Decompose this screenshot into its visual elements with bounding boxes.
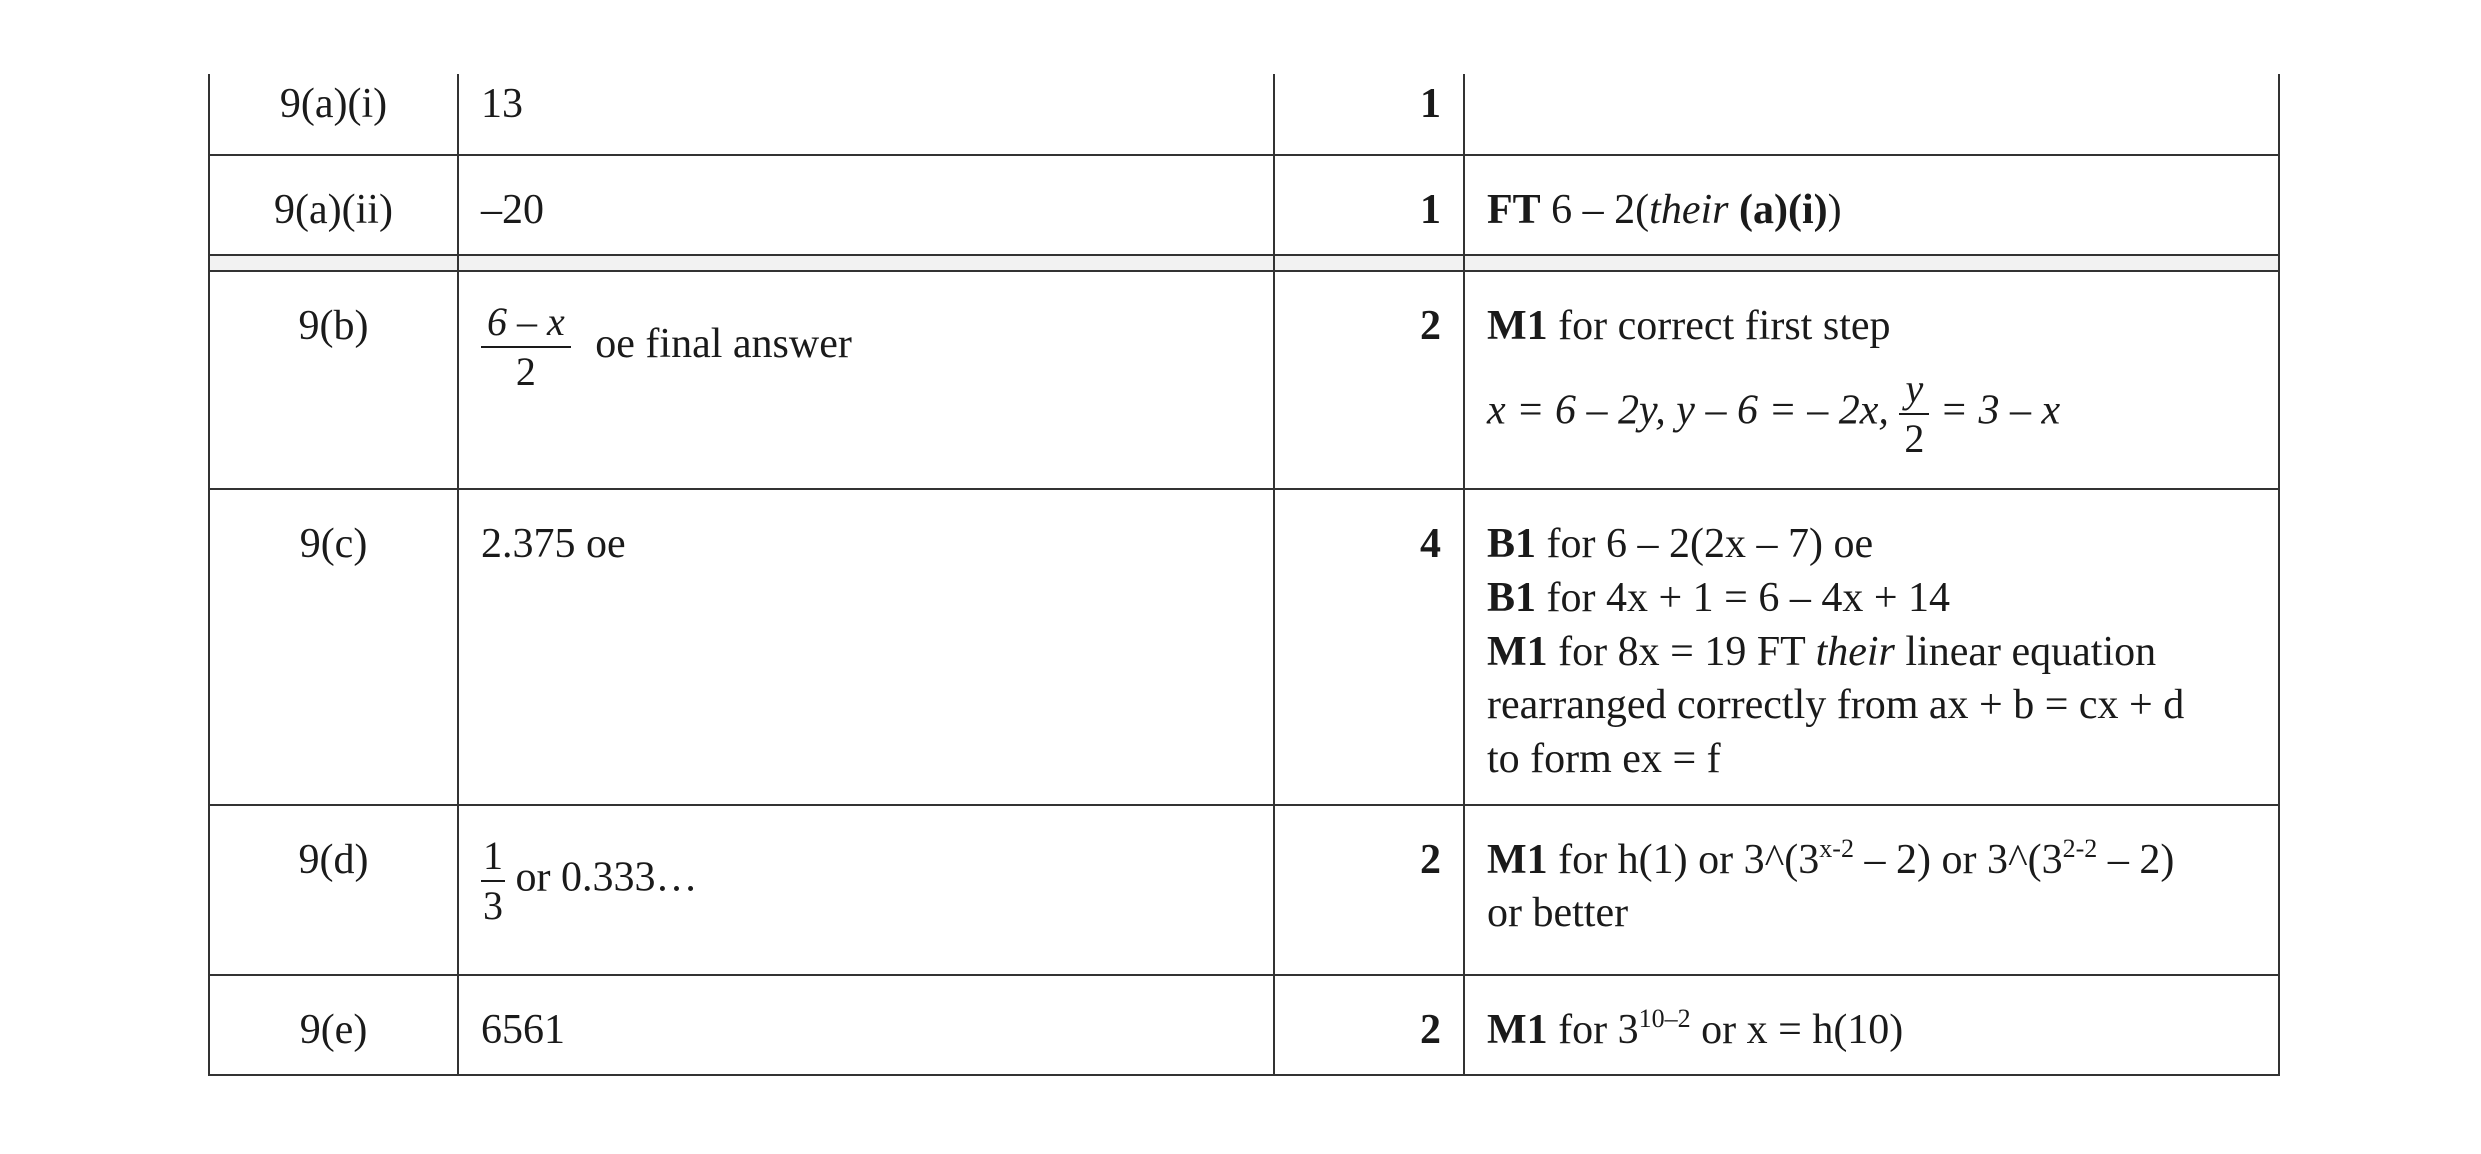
guidance-italic: their	[1649, 187, 1729, 233]
table-row	[209, 975, 2279, 1075]
superscript: 2-2	[2062, 834, 2098, 863]
guidance-code: M1	[1487, 303, 1548, 349]
question-number: 9(a)(ii)	[274, 187, 393, 233]
answer-cell: 2.375 oe	[481, 521, 626, 567]
marks-cell: 1	[1420, 187, 1441, 233]
guidance-text: )	[1827, 187, 1842, 233]
guidance-text: for 8x = 19 FT	[1547, 628, 1816, 675]
question-number: 9(e)	[299, 1007, 368, 1053]
guidance-cell	[1464, 271, 2279, 489]
mark-scheme-table	[208, 74, 2280, 1076]
guidance-cell	[1464, 805, 2279, 975]
table-row	[209, 155, 2279, 255]
question-number: 9(c)	[299, 521, 368, 567]
table-row	[209, 74, 2279, 155]
answer-cell: –20	[481, 187, 544, 233]
answer-fraction	[481, 834, 505, 928]
guidance-text: or better	[1487, 889, 1629, 936]
question-number: 9(b)	[298, 303, 369, 349]
guidance-text: for correct first step	[1547, 303, 1891, 349]
marks-cell: 2	[1420, 1007, 1441, 1053]
superscript: x-2	[1819, 834, 1854, 863]
guidance-text: x = 6 – 2y, y – 6 = – 2x,	[1487, 387, 1889, 434]
guidance-code: B1	[1487, 574, 1537, 621]
fraction-numerator: 1	[481, 834, 505, 882]
guidance-cell	[1464, 975, 2279, 1075]
guidance-text: or x = h(10)	[1690, 1007, 1904, 1053]
answer-cell: 6561	[481, 1007, 565, 1053]
guidance-text: – 2)	[2097, 837, 2175, 883]
guidance-text: for h(1) or 3^(3	[1547, 837, 1820, 883]
question-number: 9(a)(i)	[209, 74, 458, 155]
guidance-code: FT	[1487, 187, 1541, 233]
table-row	[209, 271, 2279, 489]
marks-cell: 2	[1420, 837, 1441, 883]
fraction-numerator: 6 – x	[481, 300, 571, 348]
fraction-denominator: 2	[1904, 415, 1925, 461]
guidance-code: M1	[1487, 1007, 1548, 1053]
marks-cell: 4	[1420, 521, 1441, 567]
answer-cell	[458, 271, 1274, 489]
guidance-text: = 3 – x	[1939, 387, 2061, 434]
guidance-text: for 6 – 2(2x – 7) oe	[1536, 521, 1874, 567]
superscript: 10–2	[1638, 1004, 1691, 1033]
guidance-cell	[1464, 155, 2279, 255]
guidance-cell	[1464, 489, 2279, 805]
guidance-text: 6 – 2(	[1540, 187, 1650, 233]
guidance-text: rearranged correctly from ax + b = cx + d	[1487, 682, 2185, 729]
guidance-text: for 3	[1547, 1007, 1639, 1053]
answer-suffix: or 0.333…	[515, 854, 698, 901]
answer-suffix: oe final answer	[595, 320, 852, 367]
guidance-code: M1	[1487, 837, 1548, 883]
guidance-italic: their	[1815, 628, 1895, 675]
answer-cell	[458, 805, 1274, 975]
table-row	[209, 805, 2279, 975]
answer-cell: 13	[458, 74, 1274, 155]
guidance-cell	[1464, 74, 2279, 155]
section-divider	[209, 255, 2279, 271]
fraction-denominator: 3	[483, 883, 503, 928]
guidance-text: to form ex = f	[1487, 736, 1721, 782]
table-row	[209, 489, 2279, 805]
guidance-ref: (a)(i)	[1739, 187, 1828, 233]
fraction-denominator: 2	[515, 349, 536, 394]
question-number: 9(d)	[298, 837, 369, 883]
marks-cell: 1	[1274, 74, 1464, 155]
guidance-text	[1729, 187, 1740, 233]
guidance-text: for 4x + 1 = 6 – 4x + 14	[1536, 574, 1951, 621]
guidance-fraction	[1899, 367, 1929, 461]
guidance-code: B1	[1487, 521, 1537, 567]
answer-fraction	[481, 300, 571, 394]
guidance-text: – 2) or 3^(3	[1853, 837, 2063, 883]
fraction-numerator: y	[1899, 367, 1929, 415]
guidance-text: linear equation	[1894, 628, 2157, 675]
guidance-code: M1	[1487, 628, 1548, 675]
marks-cell: 2	[1420, 303, 1441, 349]
